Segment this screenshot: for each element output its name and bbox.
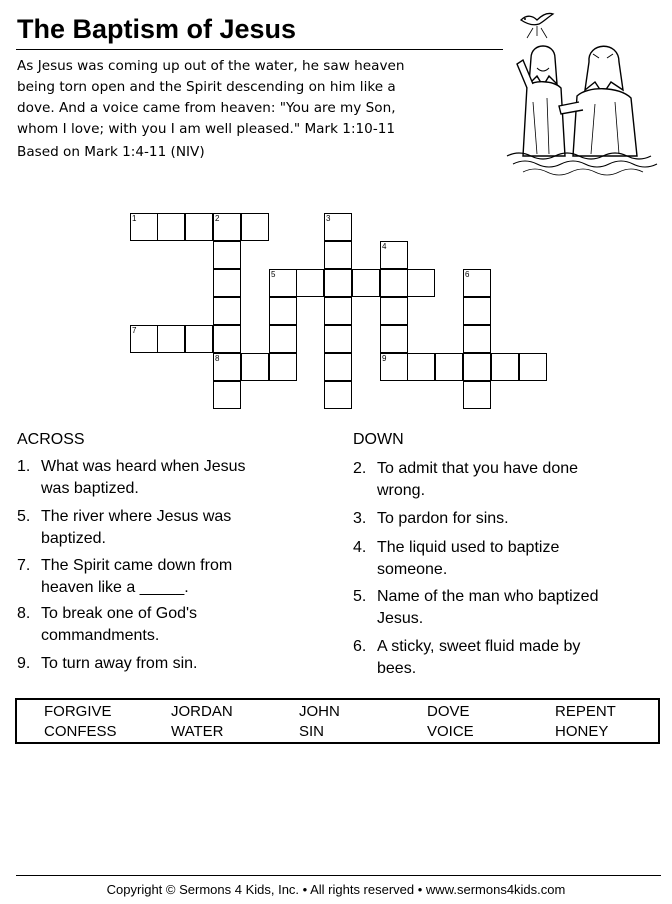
crossword-cell[interactable] (463, 381, 491, 409)
word-bank-item: CONFESS (44, 723, 117, 740)
clue-number: 4 (382, 242, 387, 251)
crossword-cell[interactable] (213, 381, 241, 409)
page-title: The Baptism of Jesus (17, 14, 297, 44)
clue-number: 2. (353, 460, 367, 477)
word-bank-item: JOHN (299, 703, 340, 720)
across-clue (17, 653, 198, 675)
clue-text: heaven like a _____. (41, 579, 189, 596)
clue-number: 9. (17, 655, 31, 672)
down-clue (353, 537, 559, 581)
crossword-cell[interactable] (269, 353, 297, 381)
word-bank-item: JORDAN (171, 703, 233, 720)
verse-line: being torn open and the Spirit descending on him like a (17, 79, 396, 95)
crossword-cell[interactable] (435, 353, 463, 381)
crossword-cell[interactable] (380, 353, 408, 381)
clue-number: 8 (215, 354, 220, 363)
crossword-cell[interactable] (463, 269, 491, 297)
crossword-cell[interactable] (185, 213, 213, 241)
across-clue (17, 603, 197, 647)
crossword-cell[interactable] (380, 297, 408, 325)
crossword-cell[interactable] (241, 353, 269, 381)
crossword-cell[interactable] (463, 325, 491, 353)
crossword-cell[interactable] (324, 325, 352, 353)
clue-text: bees. (377, 660, 417, 677)
crossword-cell[interactable] (324, 241, 352, 269)
crossword-cell[interactable] (407, 353, 435, 381)
word-bank-item: FORGIVE (44, 703, 112, 720)
title-divider (16, 49, 503, 50)
crossword-cell[interactable] (213, 353, 241, 381)
scripture-verse (17, 56, 497, 140)
clue-number: 2 (215, 214, 220, 223)
word-bank-item: WATER (171, 723, 224, 740)
crossword-cell[interactable] (213, 297, 241, 325)
crossword-cell[interactable] (324, 213, 352, 241)
clue-text: The Spirit came down from (41, 557, 233, 574)
crossword-cell[interactable] (130, 325, 158, 353)
crossword-cell[interactable] (269, 297, 297, 325)
crossword-cell[interactable] (491, 353, 519, 381)
across-clue (17, 456, 246, 500)
copyright-footer: Copyright © Sermons 4 Kids, Inc. • All rights reserved • www.sermons4kids.com (106, 882, 566, 897)
crossword-cell[interactable] (130, 213, 158, 241)
clue-text: Jesus. (377, 610, 424, 627)
verse-line: As Jesus was coming up out of the water, he saw heaven (17, 58, 405, 74)
clue-number: 1. (17, 458, 31, 475)
clue-number: 4. (353, 539, 367, 556)
crossword-cell[interactable] (157, 325, 185, 353)
down-clue (353, 586, 598, 630)
clue-text: The river where Jesus was (41, 508, 232, 525)
clue-number: 3 (326, 214, 331, 223)
clue-number: 7 (132, 326, 137, 335)
clue-text: A sticky, sweet fluid made by (377, 638, 581, 655)
clue-number: 6 (465, 270, 470, 279)
clue-number: 5 (271, 270, 276, 279)
clue-number: 7. (17, 557, 31, 574)
down-clue (353, 636, 580, 680)
clue-text: What was heard when Jesus (41, 458, 246, 475)
word-bank-item: REPENT (555, 703, 616, 720)
jesus-and-john-baptism-icon (503, 6, 661, 178)
crossword-cell[interactable] (352, 269, 380, 297)
down-clue (353, 458, 578, 502)
crossword-cell[interactable] (324, 353, 352, 381)
crossword-cell[interactable] (380, 241, 408, 269)
clue-text: commandments. (41, 627, 160, 644)
clue-text: someone. (377, 561, 448, 578)
down-clue (353, 508, 509, 530)
clue-text: baptized. (41, 530, 106, 547)
across-clue (17, 555, 232, 599)
crossword-cell[interactable] (241, 213, 269, 241)
word-bank-item: VOICE (427, 723, 474, 740)
crossword-cell[interactable] (185, 325, 213, 353)
scripture-reference: Based on Mark 1:4-11 (NIV) (17, 144, 205, 160)
crossword-cell[interactable] (407, 269, 435, 297)
clue-number: 3. (353, 510, 367, 527)
crossword-cell[interactable] (157, 213, 185, 241)
clue-number: 9 (382, 354, 387, 363)
clue-number: 5. (17, 508, 31, 525)
down-heading: DOWN (353, 431, 404, 448)
crossword-cell[interactable] (324, 297, 352, 325)
crossword-cell[interactable] (269, 269, 297, 297)
clue-number: 8. (17, 605, 31, 622)
word-bank (15, 698, 660, 744)
crossword-cell[interactable] (380, 269, 408, 297)
clue-number: 1 (132, 214, 137, 223)
across-heading: ACROSS (17, 431, 85, 448)
clue-text: Name of the man who baptized (377, 588, 599, 605)
clue-number: 6. (353, 638, 367, 655)
word-bank-item: SIN (299, 723, 325, 740)
footer-divider (16, 875, 661, 876)
word-bank-item: HONEY (555, 723, 609, 740)
clue-text: wrong. (377, 482, 426, 499)
crossword-cell[interactable] (213, 241, 241, 269)
clue-text: To admit that you have done (377, 460, 579, 477)
clue-text: was baptized. (41, 480, 139, 497)
clue-text: The liquid used to baptize (377, 539, 560, 556)
crossword-cell[interactable] (213, 213, 241, 241)
crossword-cell[interactable] (213, 269, 241, 297)
crossword-cell[interactable] (324, 269, 352, 297)
verse-line: dove. And a voice came from heaven: "You are my Son, (17, 100, 396, 116)
across-clue (17, 506, 231, 550)
crossword-cell[interactable] (213, 325, 241, 353)
clue-number: 5. (353, 588, 367, 605)
clue-text: To turn away from sin. (41, 655, 198, 672)
crossword-cell[interactable] (519, 353, 547, 381)
word-bank-item: DOVE (427, 703, 470, 720)
clue-text: To pardon for sins. (377, 510, 509, 527)
verse-line: whom I love; with you I am well pleased." Mark 1:10-11 (17, 121, 396, 137)
crossword-cell[interactable] (296, 269, 324, 297)
crossword-cell[interactable] (463, 297, 491, 325)
clue-text: To break one of God's (41, 605, 198, 622)
crossword-cell[interactable] (269, 325, 297, 353)
crossword-cell[interactable] (380, 325, 408, 353)
crossword-cell[interactable] (324, 381, 352, 409)
crossword-cell[interactable] (463, 353, 491, 381)
